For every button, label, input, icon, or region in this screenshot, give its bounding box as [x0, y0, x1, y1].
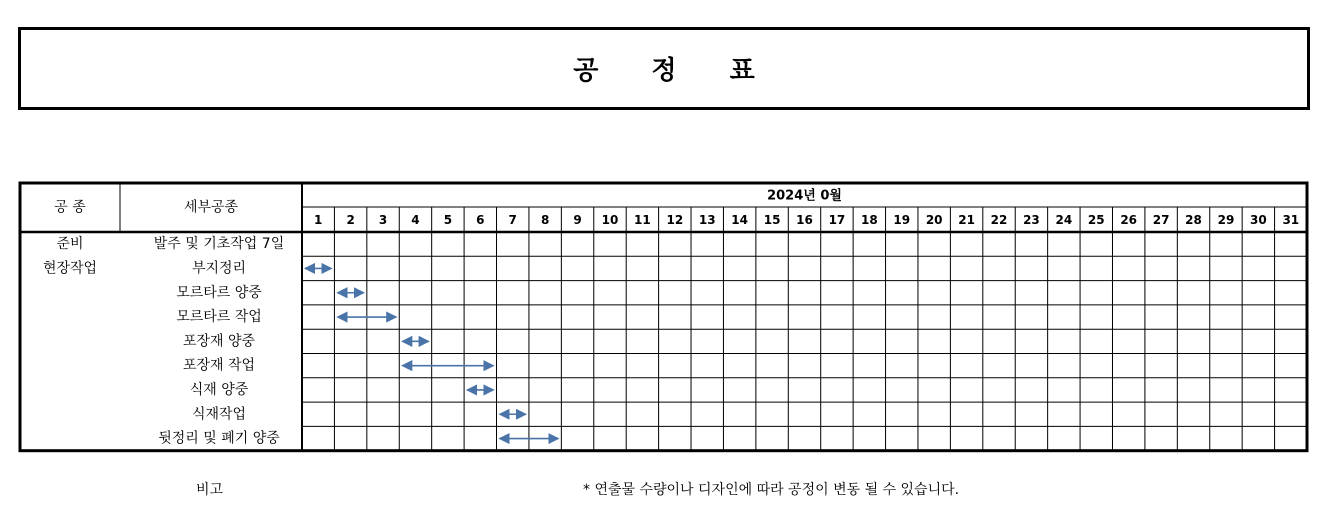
row-task: 포장재 작업: [182, 357, 256, 374]
day-label: 20: [925, 213, 943, 227]
day-label: 8: [540, 213, 550, 227]
day-label: 27: [1152, 213, 1170, 227]
day-label: 30: [1250, 213, 1267, 227]
day-label: 25: [1087, 213, 1105, 227]
row-task: 뒷정리 및 폐기 양중: [158, 430, 280, 447]
day-label: 23: [1023, 213, 1040, 227]
day-label: 6: [476, 213, 485, 227]
header-category: 공 종: [54, 199, 86, 216]
day-label: 9: [573, 213, 582, 227]
day-label: 2: [346, 213, 355, 227]
day-label: 15: [763, 213, 781, 227]
row-task: 포장재 양중: [182, 333, 256, 350]
day-label: 24: [1055, 213, 1073, 227]
day-label: 10: [601, 213, 619, 227]
day-label: 19: [893, 213, 911, 227]
day-label: 29: [1217, 213, 1235, 227]
remarks-note: * 연출물 수량이나 디자인에 따라 공정이 변동 될 수 있습니다.: [583, 482, 960, 498]
day-label: 7: [508, 213, 517, 227]
row-task: 부지정리: [191, 260, 247, 277]
row-task: 모르타르 작업: [176, 309, 262, 326]
day-label: 16: [796, 213, 813, 227]
day-label: 17: [828, 213, 846, 227]
day-label: 12: [666, 213, 684, 227]
day-label: 5: [443, 213, 453, 227]
day-label: 28: [1185, 213, 1202, 227]
day-label: 22: [990, 213, 1008, 227]
day-label: 4: [411, 213, 420, 227]
row-category: 준비: [56, 236, 84, 253]
row-task: 식재 양중: [189, 381, 249, 398]
day-label: 26: [1120, 213, 1138, 227]
day-label: 11: [634, 213, 651, 227]
page-title: 공 정 표: [573, 56, 777, 86]
day-label: 18: [860, 213, 878, 227]
row-task: 식재작업: [191, 406, 247, 423]
day-label: 31: [1282, 213, 1300, 227]
row-task: 발주 및 기초작업 7일: [153, 236, 285, 253]
day-label: 21: [958, 213, 975, 227]
row-category: 현장작업: [42, 260, 98, 277]
day-label: 1: [314, 213, 323, 227]
row-task: 모르타르 양중: [176, 284, 262, 301]
month-label: 2024년 0월: [767, 188, 842, 204]
header-detail: 세부공종: [183, 199, 239, 216]
remarks-label: 비고: [196, 482, 224, 498]
day-label: 3: [378, 213, 388, 227]
day-label: 14: [731, 213, 749, 227]
day-label: 13: [698, 213, 716, 227]
